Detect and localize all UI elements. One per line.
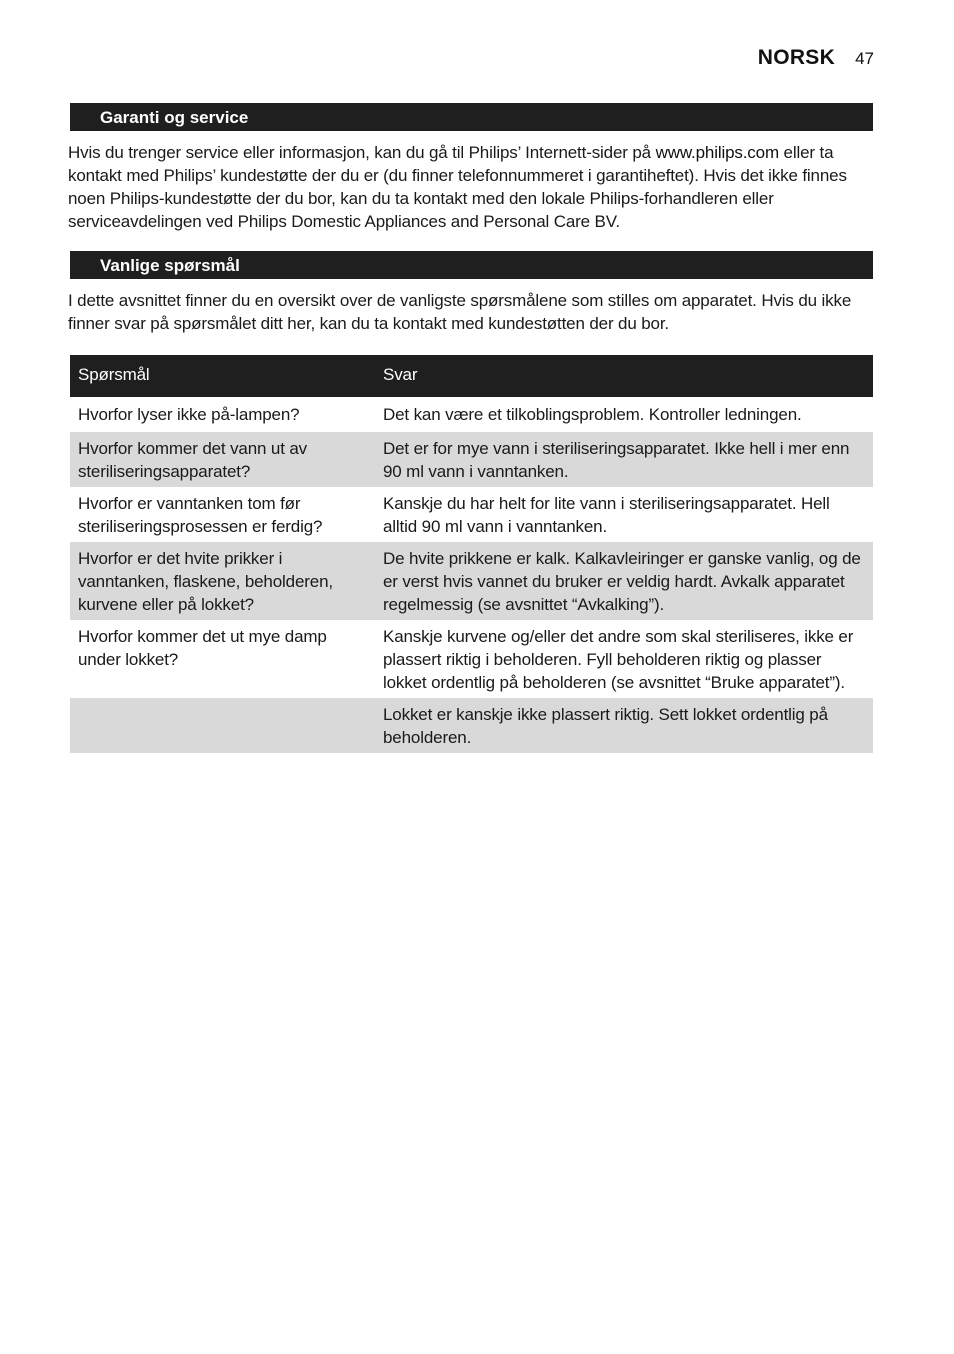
answer-cell: Lokket er kanskje ikke plassert riktig. Sett lokket ordentlig på beholderen. bbox=[375, 698, 873, 753]
warranty-text-end: eller ta kontakt med Philips’ kundestøtte der du er (du finner telefonnummeret i garantiheftet). Hvis det ikke finnes noen Philips-kundestøtte der du bor, kan du ta kontakt med den lokale Philips-forhandleren eller serviceavdelingen ved Philips Domestic Appliances and Personal Care BV. bbox=[68, 143, 847, 231]
philips-website-link[interactable]: www.philips.com bbox=[655, 143, 779, 162]
table-row bbox=[70, 432, 873, 487]
page-header bbox=[758, 46, 874, 70]
answer-cell: Kanskje kurvene og/eller det andre som skal steriliseres, ikke er plassert riktig i beholderen. Fyll beholderen riktig og plasser lokket ordentlig på beholderen (se avsnittet “Bruke apparatet”). bbox=[383, 627, 854, 692]
answer-cell: Det er for mye vann i steriliseringsapparatet. Ikke hell i mer enn 90 ml vann i vanntanken. bbox=[375, 432, 873, 487]
question-cell: Hvorfor kommer det ut mye damp under lokket? bbox=[78, 627, 327, 669]
warranty-paragraph bbox=[68, 141, 874, 233]
page-number: 47 bbox=[855, 49, 874, 68]
section-heading-faq: Vanlige spørsmål bbox=[70, 251, 873, 279]
table-row bbox=[70, 620, 873, 698]
question-cell: Hvorfor kommer det vann ut av steriliseringsapparatet? bbox=[70, 432, 375, 487]
table-row bbox=[70, 698, 873, 753]
question-cell: Hvorfor lyser ikke på-lampen? bbox=[78, 405, 300, 424]
answer-cell: Det kan være et tilkoblingsproblem. Kontroller ledningen. bbox=[383, 405, 802, 424]
question-column-header: Spørsmål bbox=[70, 355, 375, 397]
table-row bbox=[70, 542, 873, 620]
language-label: NORSK bbox=[757, 46, 836, 69]
answer-column-header: Svar bbox=[375, 355, 873, 397]
question-cell: Hvorfor er det hvite prikker i vanntanken, flaskene, beholderen, kurvene eller på lokket? bbox=[70, 542, 375, 620]
section-heading-warranty: Garanti og service bbox=[70, 103, 873, 131]
warranty-text-start: Hvis du trenger service eller informasjon, kan du gå til Philips’ Internett-sider på bbox=[68, 143, 656, 162]
answer-cell: De hvite prikkene er kalk. Kalkavleiringer er ganske vanlig, og de er verst hvis vannet du bruker er veldig hardt. Avkalk apparatet regelmessig (se avsnittet “Avkalking”). bbox=[375, 542, 873, 620]
answer-cell: Kanskje du har helt for lite vann i steriliseringsapparatet. Hell alltid 90 ml vann i vanntanken. bbox=[383, 494, 830, 536]
question-cell: Hvorfor er vanntanken tom før steriliseringsprosessen er ferdig? bbox=[78, 494, 323, 536]
table-row bbox=[70, 397, 873, 432]
faq-intro-paragraph: I dette avsnittet finner du en oversikt over de vanligste spørsmålene som stilles om apparatet. Hvis du ikke finner svar på spørsmålet ditt her, kan du ta kontakt med kundestøtten der du bor. bbox=[68, 291, 852, 333]
faq-table-header-row bbox=[70, 355, 873, 397]
table-row bbox=[70, 487, 873, 542]
faq-table bbox=[70, 355, 873, 753]
question-cell bbox=[70, 698, 375, 753]
